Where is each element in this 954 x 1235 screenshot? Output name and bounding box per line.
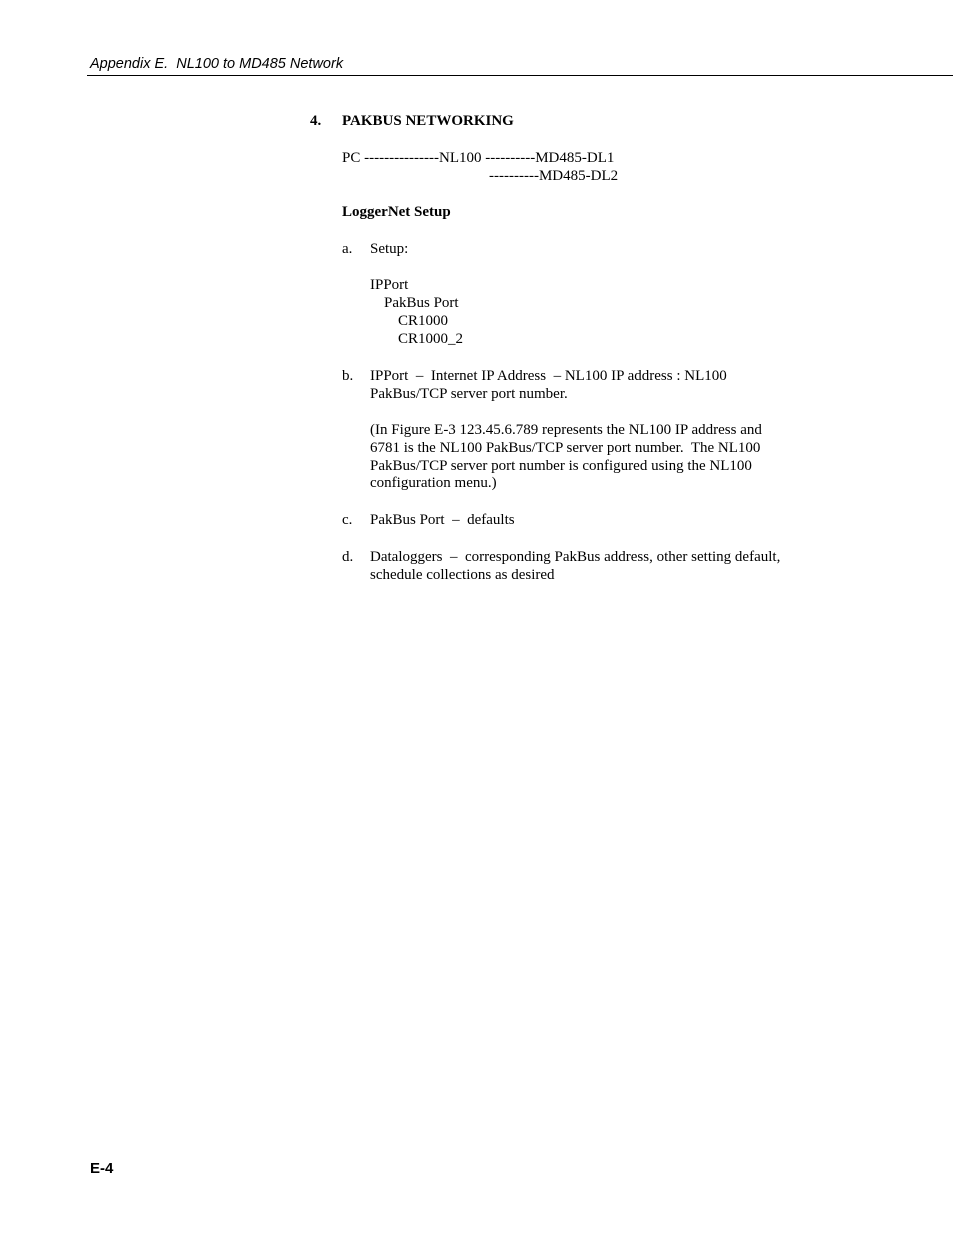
note-line-4: configuration menu.) xyxy=(370,475,497,491)
note-line-1: (In Figure E-3 123.45.6.789 represents the NL100 IP address and xyxy=(370,422,762,438)
tree-cr1000-2: CR1000_2 xyxy=(398,331,464,347)
note-line-2: 6781 is the NL100 PakBus/TCP server port number. The NL100 xyxy=(370,440,761,456)
page-number: E-4 xyxy=(90,1160,114,1177)
list-item-b-line-1: IPPort – Internet IP Address – NL100 IP address : NL100 xyxy=(370,368,727,384)
list-item-d-line-2: schedule collections as desired xyxy=(370,567,555,583)
running-header: Appendix E. NL100 to MD485 Network xyxy=(90,56,344,72)
list-marker-a: a. xyxy=(342,241,353,257)
list-item-c-text: PakBus Port – defaults xyxy=(370,512,515,528)
section-number: 4. xyxy=(310,113,322,129)
tree-pakbus-port: PakBus Port xyxy=(384,295,459,311)
list-marker-c: c. xyxy=(342,512,353,528)
list-marker-b: b. xyxy=(342,368,354,384)
network-diagram-line-2: ----------MD485-DL2 xyxy=(489,168,619,184)
section-title: PAKBUS NETWORKING xyxy=(342,113,514,129)
list-item-d-line-1: Dataloggers – corresponding PakBus address, other setting default, xyxy=(370,549,781,565)
network-diagram-line-1: PC ---------------NL100 ----------MD485-DL1 xyxy=(342,150,615,166)
list-item-b-line-2: PakBus/TCP server port number. xyxy=(370,386,568,402)
list-marker-d: d. xyxy=(342,549,354,565)
header-rule xyxy=(87,75,953,76)
list-item-a-text: Setup: xyxy=(370,241,409,257)
tree-ipport: IPPort xyxy=(370,277,409,293)
loggernet-setup-heading: LoggerNet Setup xyxy=(342,204,451,220)
note-line-3: PakBus/TCP server port number is configured using the NL100 xyxy=(370,458,752,474)
tree-cr1000: CR1000 xyxy=(398,313,449,329)
